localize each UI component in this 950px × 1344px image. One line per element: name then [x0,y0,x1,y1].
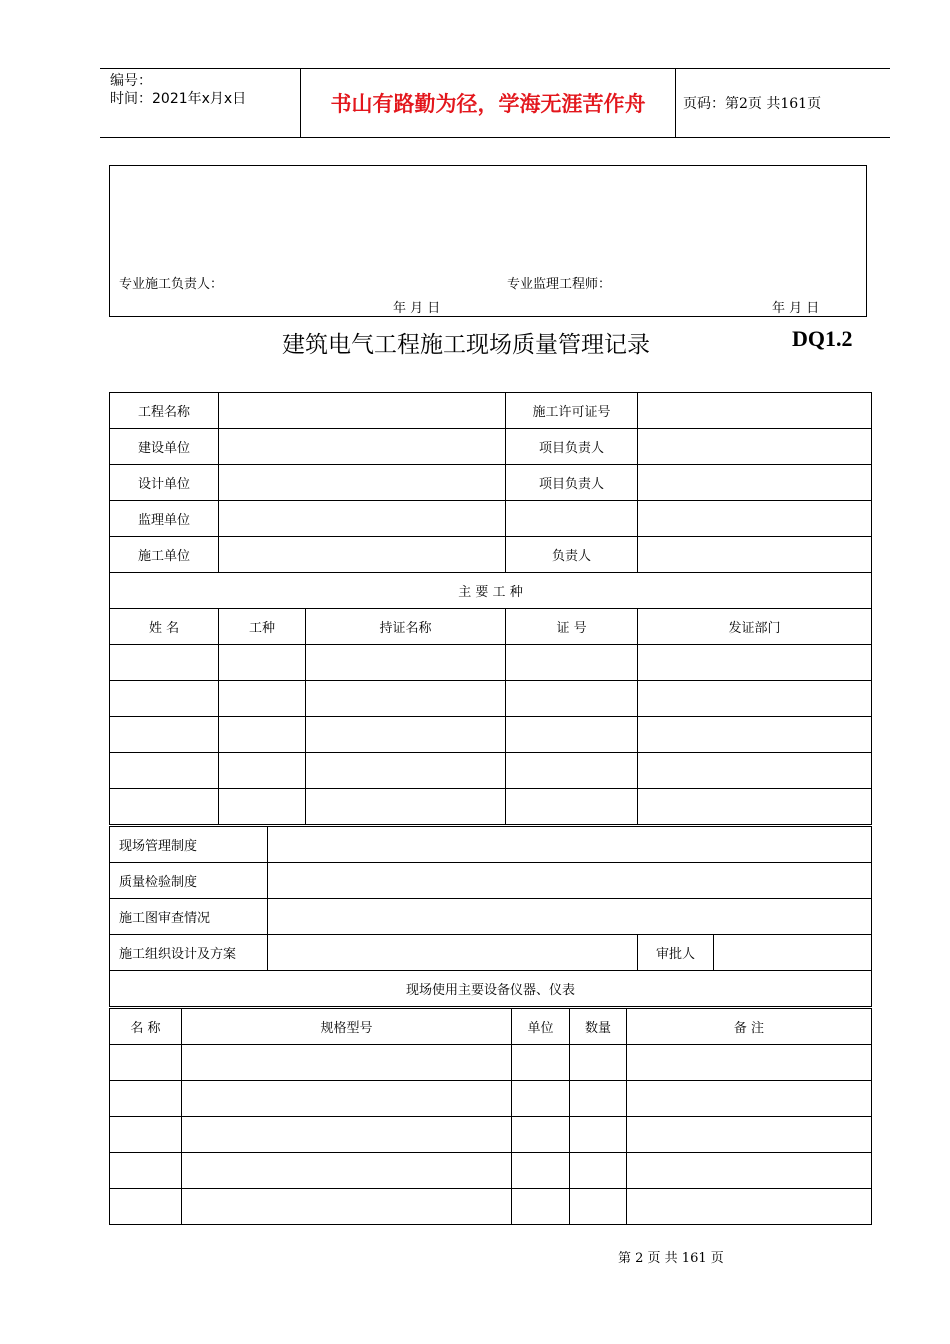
cell[interactable] [627,1045,872,1081]
label-owner-lead: 项目负责人 [506,429,638,465]
label-site-management: 现场管理制度 [110,827,268,863]
cell[interactable] [219,717,306,753]
field-permit-number[interactable] [638,393,872,429]
label-project-name: 工程名称 [110,393,219,429]
cell[interactable] [182,1045,512,1081]
cell[interactable] [638,717,872,753]
label-construction-plan: 施工组织设计及方案 [110,935,268,971]
field-project-name[interactable] [219,393,506,429]
number-label: 编号： [110,73,152,89]
table-row [110,465,872,501]
section-main-trades: 主 要 工 种 [110,573,872,609]
construction-date: 年 月 日 [393,301,441,316]
cell[interactable] [627,1189,872,1225]
field-design-unit[interactable] [219,465,506,501]
cell[interactable] [506,789,638,825]
cell[interactable] [506,645,638,681]
table-header-row [110,609,872,645]
page-header [100,68,890,138]
col-certificate-number: 证 号 [506,609,638,645]
field-quality-inspection[interactable] [268,863,872,899]
blank-cell [506,501,638,537]
equipment-table [109,1008,872,1225]
label-construction-lead: 负责人 [506,537,638,573]
table-row [110,789,872,825]
table-row [110,899,872,935]
cell[interactable] [506,681,638,717]
field-supervision-unit[interactable] [219,501,506,537]
cell[interactable] [110,1081,182,1117]
cell[interactable] [306,681,506,717]
cell[interactable] [638,789,872,825]
label-design-unit: 设计单位 [110,465,219,501]
table-row [110,753,872,789]
cell[interactable] [219,681,306,717]
cell[interactable] [306,753,506,789]
cell[interactable] [110,1189,182,1225]
table-row [110,537,872,573]
management-table [109,826,872,1007]
time-label: 时间：2021年x月x日 [110,91,247,107]
field-approver[interactable] [714,935,872,971]
label-owner-unit: 建设单位 [110,429,219,465]
label-design-lead: 项目负责人 [506,465,638,501]
cell[interactable] [219,645,306,681]
cell[interactable] [570,1081,627,1117]
cell[interactable] [627,1117,872,1153]
col-unit: 单位 [512,1009,570,1045]
form-title: 建筑电气工程施工现场质量管理记录 [282,332,650,358]
col-quantity: 数量 [570,1009,627,1045]
table-row [110,1189,872,1225]
label-permit-number: 施工许可证号 [506,393,638,429]
page-footer: 第 2 页 共 161 页 [618,1251,724,1266]
cell[interactable] [110,753,219,789]
field-construction-plan[interactable] [268,935,638,971]
section-equipment: 现场使用主要设备仪器、仪表 [110,971,872,1007]
cell[interactable] [627,1081,872,1117]
table-row [110,935,872,971]
construction-lead-label: 专业施工负责人： [119,277,224,292]
cell[interactable] [570,1189,627,1225]
cell[interactable] [638,753,872,789]
cell[interactable] [219,789,306,825]
cell[interactable] [110,1045,182,1081]
cell[interactable] [627,1153,872,1189]
table-row [110,1153,872,1189]
table-row [110,971,872,1007]
cell[interactable] [512,1189,570,1225]
table-row [110,573,872,609]
table-row [110,429,872,465]
cell[interactable] [570,1045,627,1081]
field-owner-unit[interactable] [219,429,506,465]
cell[interactable] [182,1153,512,1189]
field-owner-lead[interactable] [638,429,872,465]
project-info-table [109,392,872,825]
cell[interactable] [110,1117,182,1153]
label-drawing-review: 施工图审查情况 [110,899,268,935]
form-code: DQ1.2 [792,326,853,351]
header-page-number: 页码：第2页 共161页 [683,96,822,112]
col-spec-model: 规格型号 [182,1009,512,1045]
table-row [110,393,872,429]
header-motto: 书山有路勤为径，学海无涯苦作舟 [301,69,676,137]
cell[interactable] [182,1081,512,1117]
cell[interactable] [182,1117,512,1153]
col-certificate-name: 持证名称 [306,609,506,645]
supervision-date: 年 月 日 [772,301,820,316]
col-name: 姓 名 [110,609,219,645]
label-supervision-unit: 监理单位 [110,501,219,537]
cell[interactable] [110,789,219,825]
cell[interactable] [110,1153,182,1189]
table-row [110,645,872,681]
cell[interactable] [182,1189,512,1225]
field-site-management[interactable] [268,827,872,863]
signature-box [109,165,867,317]
col-remarks: 备 注 [627,1009,872,1045]
field-design-lead[interactable] [638,465,872,501]
cell[interactable] [512,1153,570,1189]
cell[interactable] [306,717,506,753]
cell[interactable] [506,717,638,753]
table-row [110,827,872,863]
cell[interactable] [110,717,219,753]
col-issuing-department: 发证部门 [638,609,872,645]
label-quality-inspection: 质量检验制度 [110,863,268,899]
table-header-row [110,1009,872,1045]
table-row [110,1045,872,1081]
cell[interactable] [570,1153,627,1189]
table-row [110,1081,872,1117]
cell[interactable] [512,1081,570,1117]
table-row [110,1117,872,1153]
field-supervision-extra[interactable] [638,501,872,537]
cell[interactable] [306,789,506,825]
cell[interactable] [638,645,872,681]
table-row [110,863,872,899]
field-construction-unit[interactable] [219,537,506,573]
table-row [110,717,872,753]
cell[interactable] [110,681,219,717]
cell[interactable] [110,645,219,681]
field-construction-lead[interactable] [638,537,872,573]
cell[interactable] [570,1117,627,1153]
cell[interactable] [638,681,872,717]
cell[interactable] [512,1045,570,1081]
cell[interactable] [512,1117,570,1153]
label-approver: 审批人 [638,935,714,971]
table-row [110,681,872,717]
cell[interactable] [306,645,506,681]
label-construction-unit: 施工单位 [110,537,219,573]
field-drawing-review[interactable] [268,899,872,935]
cell[interactable] [219,753,306,789]
supervision-engineer-label: 专业监理工程师： [507,277,612,292]
col-equipment-name: 名 称 [110,1009,182,1045]
table-row [110,501,872,537]
cell[interactable] [506,753,638,789]
header-meta [100,69,301,137]
col-trade: 工种 [219,609,306,645]
